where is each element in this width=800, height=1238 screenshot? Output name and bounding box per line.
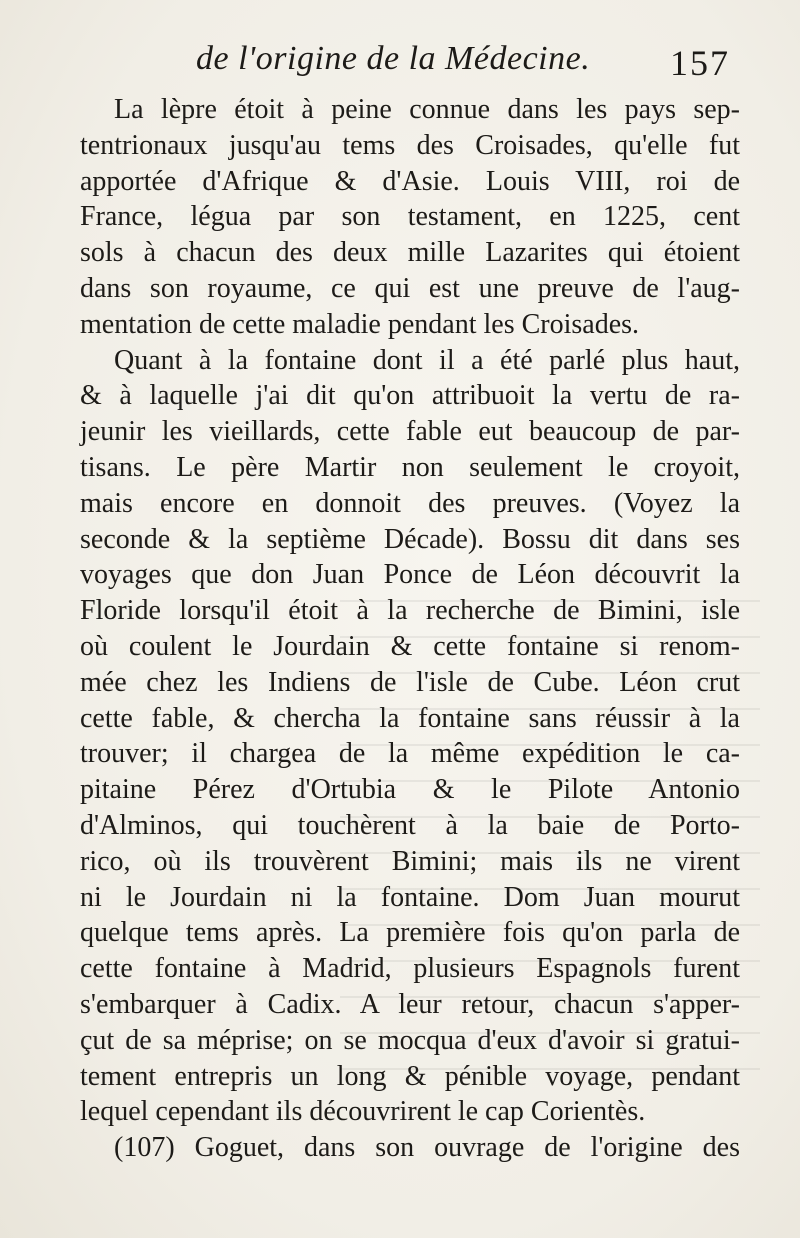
text-line: Quant à la fontaine dont il a été parlé plus haut, <box>114 344 740 376</box>
text-line: & à laquelle j'ai dit qu'on attribuoit la vertu de ra- <box>80 380 740 412</box>
text-line: ni le Jourdain ni la fontaine. Dom Juan mourut <box>80 881 740 913</box>
text-line: seconde & la septième Décade). Bossu dit dans ses <box>80 523 740 555</box>
text-line: çut de sa méprise; on se mocqua d'eux d'avoir si gratui- <box>80 1024 740 1056</box>
text-line: d'Alminos, qui touchèrent à la baie de Porto- <box>80 809 740 841</box>
text-line: France, légua par son testament, en 1225, cent <box>80 201 740 233</box>
text-line: jeunir les vieillards, cette fable eut beaucoup de par- <box>80 416 740 448</box>
text-line: tentrionaux jusqu'au tems des Croisades, qu'elle fut <box>80 129 740 161</box>
text-line: pitaine Pérez d'Ortubia & le Pilote Antonio <box>80 774 740 806</box>
text-line: mée chez les Indiens de l'isle de Cube. Léon crut <box>80 666 740 698</box>
text-line: apportée d'Afrique & d'Asie. Louis VIII, roi de <box>80 165 740 197</box>
text-line: voyages que don Juan Ponce de Léon découvrit la <box>80 559 740 591</box>
text-line: mais encore en donnoit des preuves. (Voyez la <box>80 487 740 519</box>
text-line: s'embarquer à Cadix. A leur retour, chacun s'apper- <box>80 988 740 1020</box>
text-line: cette fable, & chercha la fontaine sans réussir à la <box>80 702 740 734</box>
running-title: de l'origine de la Médecine. <box>196 40 591 77</box>
text-line: trouver; il chargea de la même expédition le ca- <box>80 738 740 770</box>
text-line: La lèpre étoit à peine connue dans les pays sep- <box>114 94 740 125</box>
page-number: 157 <box>670 43 730 83</box>
text-line: dans son royaume, ce qui est une preuve de l'aug- <box>80 272 740 304</box>
text-line: cette fontaine à Madrid, plusieurs Espagnols furent <box>80 953 740 985</box>
text-line: tisans. Le père Martir non seulement le croyoit, <box>80 451 740 483</box>
page-header <box>196 40 736 90</box>
footnote-line: (107) Goguet, dans son ouvrage de l'origine des <box>114 1132 740 1164</box>
text-line: lequel cependant ils découvrirent le cap Corientès. <box>80 1096 646 1128</box>
text-line: sols à chacun des deux mille Lazarites qui étoient <box>80 237 740 269</box>
text-line: Floride lorsqu'il étoit à la recherche de Bimini, isle <box>80 595 740 627</box>
text-line: tement entrepris un long & pénible voyage, pendant <box>80 1060 740 1092</box>
text-line: où coulent le Jourdain & cette fontaine si renom- <box>80 630 740 662</box>
text-line: rico, où ils trouvèrent Bimini; mais ils ne virent <box>80 845 740 877</box>
text-line: quelque tems après. La première fois qu'on parla de <box>80 917 740 949</box>
body-text <box>80 92 740 1166</box>
text-line: mentation de cette maladie pendant les Croisades. <box>80 308 640 340</box>
